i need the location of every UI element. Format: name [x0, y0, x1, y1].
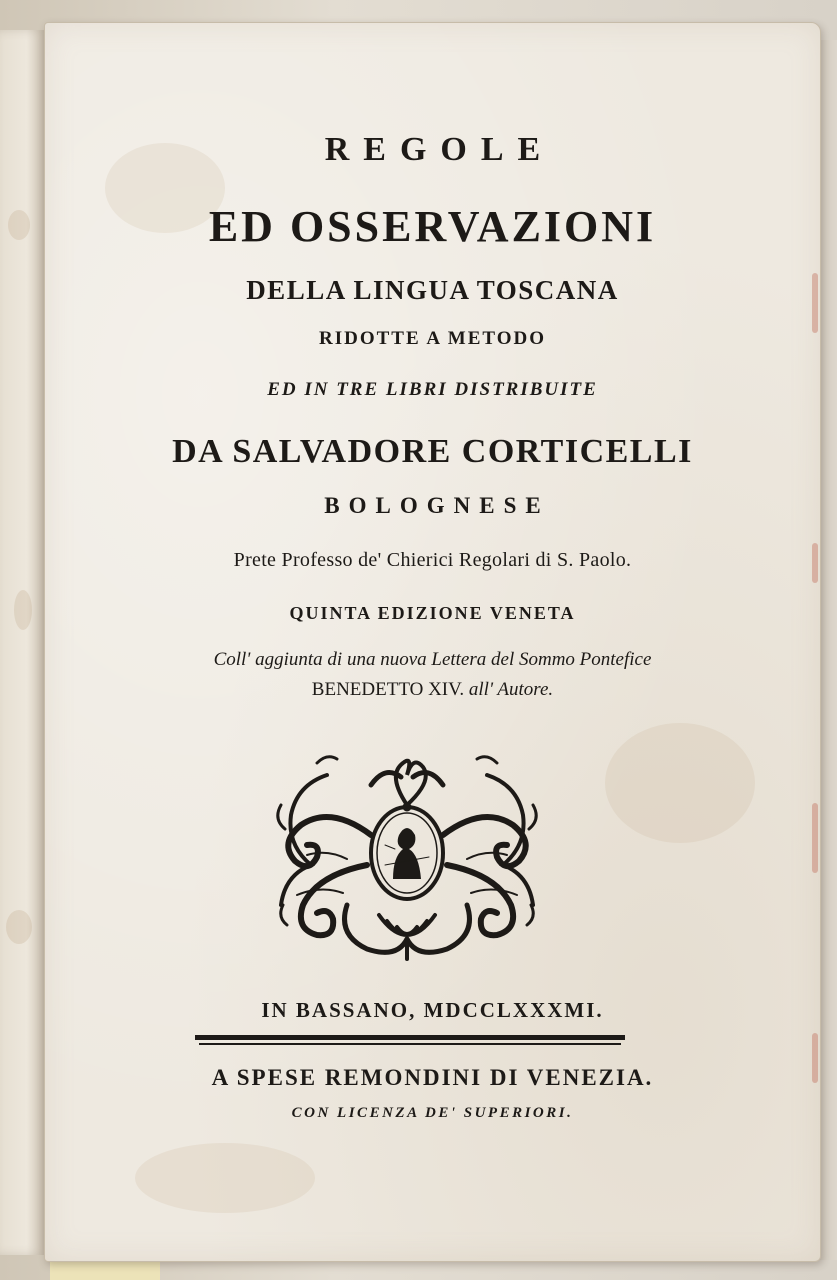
imprint-place-date: IN BASSANO, MDCCLXXXMI. [261, 998, 604, 1022]
license-line: CON LICENZA DE' SUPERIORI. [291, 1105, 574, 1121]
title-lingua-toscana: DELLA LINGUA TOSCANA [246, 275, 619, 305]
author-description: Prete Professo de' Chierici Regolari di S. Paolo. [233, 549, 632, 571]
double-rule-divider [195, 1035, 625, 1049]
publisher-line: A SPESE REMONDINI DI VENEZIA. [211, 1065, 654, 1090]
subtitle-tre-libri: ED IN TRE LIBRI DISTRIBUITE [267, 379, 598, 400]
addition-note-line2 [45, 679, 820, 701]
title-osservazioni: ED OSSERVAZIONI [208, 202, 657, 251]
author-name: DA SALVADORE CORTICELLI [172, 433, 693, 470]
subtitle-ridotte: RIDOTTE A METODO [319, 328, 546, 349]
author-origin: BOLOGNESE [324, 493, 550, 518]
bookmark-tab [50, 1262, 160, 1280]
edition-statement: QUINTA EDIZIONE VENETA [289, 603, 576, 623]
pope-name: BENEDETTO XIV. [311, 679, 465, 700]
left-page-edge [0, 30, 45, 1255]
title-page [44, 22, 821, 1262]
addition-note: Coll' aggiunta di una nuova Lettera del Sommo Pontefice [213, 649, 652, 670]
title-word-regole: REGOLE [324, 131, 555, 168]
addressee: all' Autore. [464, 679, 554, 700]
printer-device-cartouche-icon [267, 745, 547, 965]
